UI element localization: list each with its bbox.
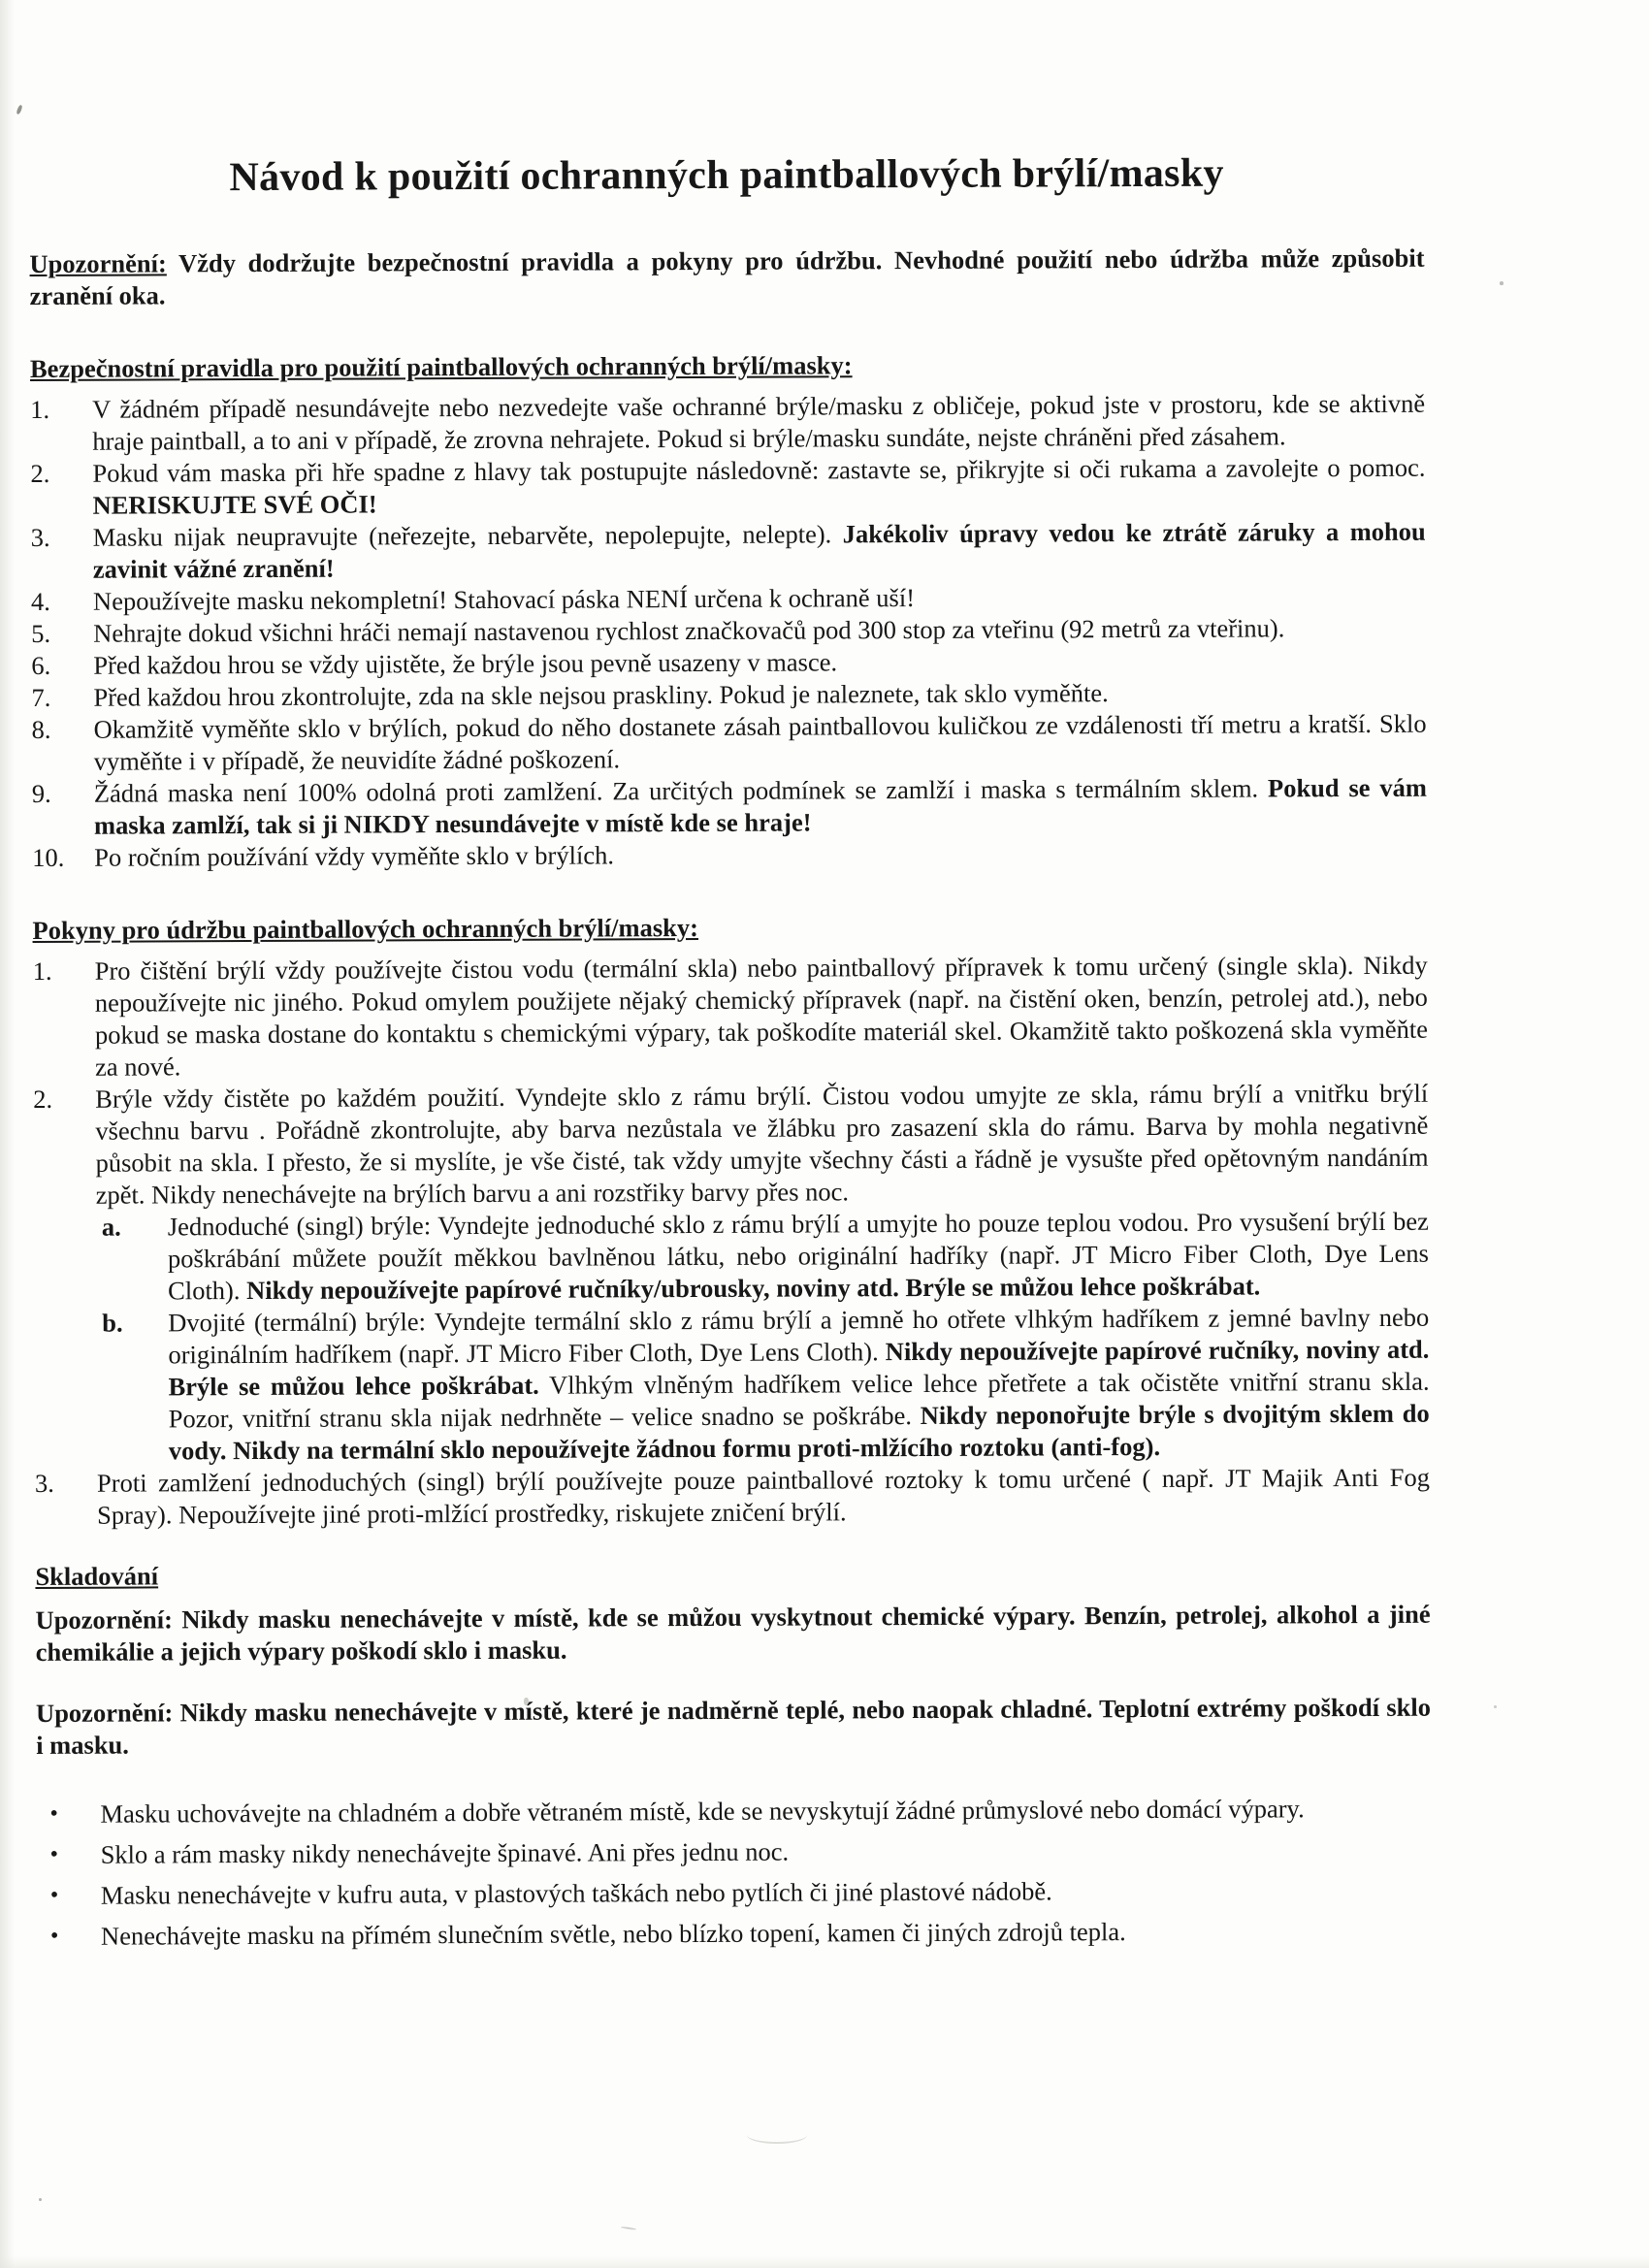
list-marker: b. xyxy=(102,1308,123,1338)
list-item-text: Sklo a rám masky nikdy nenechávejte špinavé. Ani přes jednu noc. xyxy=(100,1836,790,1869)
list-item-text: Dvojité (termální) brýle: Vyndejte termální sklo z rámu brýlí a jemně ho otřete vlhkým hadříkem z jemné bavlny nebo originálním hadříkem (např. JT Micro Fiber Cloth, Dye Lens Cloth). Nikdy nepoužívejte papírové ručníky, noviny atd. Brýle se můžou lehce poškrábat. Vlhkým vlněným hadříkem velice lehce přetřete a tak očistěte vnitřní stranu skla. Pozor, vnitřní stranu skla nijak nedrhněte – velice snadno se poškrábe. Nikdy neponořujte brýle s dvojitým sklem do vody. Nikdy na termální sklo nepoužívejte žádnou formu proti-mlžícího roztoku (anti-fog). xyxy=(168,1302,1430,1466)
document-content xyxy=(29,147,1432,1961)
list-marker: 8. xyxy=(31,714,51,744)
bullet-icon: • xyxy=(49,1800,58,1827)
list-item xyxy=(32,772,1427,842)
bullet-list-item xyxy=(36,1793,1431,1831)
list-item-text: Brýle vždy čistěte po každém použití. Vyndejte sklo z rámu brýlí. Čistou vodou umyjte ze skla, rámu brýlí a vnitřku brýlí všechnu barvu . Pořádně zkontrolujte, aby barva nezůstala ve žlábku pro zasazení skla do rámu. Barva by mohla negativně působit na skla. I přesto, že si myslíte, je vše čisté, tak vždy umyjte všechny části a řádně je vysušte před opětovným nandáním zpět. Nikdy nenechávejte na brýlích barvu a ani rozstřiky barvy přes noc. xyxy=(95,1078,1429,1210)
list-marker: 2. xyxy=(30,458,50,488)
list-marker: 3. xyxy=(30,522,50,552)
scan-crease-mark xyxy=(747,2126,807,2144)
list-item-text: Pokud vám maska při hře spadne z hlavy tak postupujte následovně: zastavte se, přikryjte si oči rukama a zavolejte o pomoc. NERISKUJTE SVÉ OČI! xyxy=(92,452,1426,520)
list-item xyxy=(32,836,1427,874)
list-marker: 1. xyxy=(30,394,50,424)
list-item-text: Po ročním používání vždy vyměňte sklo v brýlích. xyxy=(94,840,615,872)
list-item-text: Žádná maska není 100% odolná proti zamlžení. Za určitých podmínek se zamlží i maska s termálním sklem. Pokud se vám maska zamlží, tak si ji NIKDY nesundávejte v místě kde se hraje! xyxy=(93,772,1427,840)
list-marker: 1. xyxy=(32,956,52,986)
list-item-text: Před každou hrou zkontrolujte, zda na skle nejsou praskliny. Pokud je naleznete, tak sklo vyměňte. xyxy=(93,678,1109,712)
scan-speck xyxy=(1494,1705,1497,1708)
list-marker: 6. xyxy=(31,650,51,680)
scan-speck xyxy=(1500,281,1504,285)
list-marker: 3. xyxy=(34,1468,54,1498)
bullet-list-item xyxy=(37,1874,1432,1912)
intro-warning-paragraph: Upozornění: Vždy dodržujte bezpečnostní pravidla a pokyny pro údržbu. Nevhodné použití nebo údržba může způsobit zranění oka. xyxy=(29,243,1425,310)
scan-edge-shadow-left xyxy=(0,0,15,2268)
sub-list-item xyxy=(102,1206,1429,1308)
list-marker: 2. xyxy=(33,1084,53,1114)
list-item xyxy=(32,708,1427,778)
bullet-icon: • xyxy=(49,1882,59,1908)
list-item-text: Jednoduché (singl) brýle: Vyndejte jednoduché sklo z rámu brýlí a umyjte ho pouze teplou vodou. Pro vysušení brýlí bez poškrábání můžete použít měkkou bavlněnou látku, nebo originální hadříky (např. JT Micro Fiber Cloth, Dye Lens Cloth). Nikdy nepoužívejte papírové ručníky/ubrousky, noviny atd. Brýle se můžou lehce poškrábat. xyxy=(167,1206,1430,1306)
storage-bullet-list xyxy=(36,1793,1432,1953)
scan-speck xyxy=(621,2226,636,2230)
section-heading-maintenance: Pokyny pro údržbu paintballových ochranných brýlí/masky: xyxy=(32,912,699,945)
list-marker: 7. xyxy=(31,682,51,712)
list-marker: 9. xyxy=(31,778,51,808)
bullet-icon: • xyxy=(49,1923,59,1949)
list-item-text: Nenechávejte masku na přímém slunečním světle, nebo blízko topení, kamen či jiných zdrojů tepla. xyxy=(100,1917,1126,1951)
bullet-icon: • xyxy=(49,1841,59,1867)
storage-warning-paragraph: Upozornění: Nikdy masku nenechávejte v místě, které je nadměrně teplé, nebo naopak chladné. Teplotní extrémy poškodí sklo i masku. xyxy=(35,1692,1432,1760)
maintenance-list xyxy=(33,950,1431,1532)
list-item-text: Nehrajte dokud všichni hráči nemají nastavenou rychlost značkovačů pod 300 stop za vteřinu (92 metrů za vteřinu). xyxy=(93,613,1285,648)
list-item-text: Pro čištění brýlí vždy používejte čistou vodu (termální skla) nebo paintballový přípravek k tomu určený (single skla). Nikdy nepoužívejte nic jiného. Pokud omylem použijete nějaký chemický přípravek (např. na čistění oken, benzín, petrolej atd.), nebo pokud se maska dostane do kontaktu s chemickými výpary, tak poškodíte materiál skel. Okamžitě takto poškozená skla vyměňte za nové. xyxy=(94,950,1429,1082)
list-item xyxy=(31,516,1426,586)
section-heading-safety-rules: Bezpečnostní pravidla pro použití paintballových ochranných brýlí/masky: xyxy=(29,350,853,383)
list-item xyxy=(30,388,1425,458)
list-item-text: Masku uchovávejte na chladném a dobře větraném místě, kde se nevyskytují žádné průmyslové nebo domácí výpary. xyxy=(100,1794,1305,1829)
sub-list-item xyxy=(102,1302,1430,1468)
scan-speck xyxy=(16,105,22,115)
bullet-list-item xyxy=(37,1833,1432,1871)
section-heading-storage: Skladování xyxy=(35,1561,159,1591)
list-item-text: Masku nenechávejte v kufru auta, v plastových taškách nebo pytlích či jiné plastové nádobě. xyxy=(100,1876,1052,1910)
document-title: Návod k použití ochranných paintballových brýlí/masky xyxy=(229,150,1224,201)
list-marker: 4. xyxy=(30,586,50,616)
list-item-text: Nepoužívejte masku nekompletní! Stahovací páska NENÍ určena k ochraně uší! xyxy=(92,583,916,616)
list-item-text: Proti zamlžení jednoduchých (singl) brýlí používejte pouze paintballové roztoky k tomu určené ( např. JT Majik Anti Fog Spray). Nepoužívejte jiné proti-mlžící prostředky, riskujete zničení brýlí. xyxy=(96,1462,1431,1530)
scan-speck xyxy=(39,2198,42,2201)
bullet-list-item xyxy=(37,1915,1432,1953)
list-item-text: Před každou hrou se vždy ujistěte, že brýle jsou pevně usazeny v masce. xyxy=(93,647,838,680)
list-item xyxy=(35,1462,1430,1532)
safety-rules-list xyxy=(30,388,1427,874)
list-item-text: Masku nijak neupravujte (neřezejte, nebarvěte, nepolepujte, nelepte). Jakékoliv úpravy vedou ke ztrátě záruky a mohou zavinit vážné zranění! xyxy=(92,516,1426,584)
list-item-text: V žádném případě nesundávejte nebo nezvedejte vaše ochranné brýle/masku z obličeje, pokud jste v prostoru, kde se aktivně hraje paintball, a to ani v případě, že zrovna nehrajete. Pokud si brýle/masku sundáte, nejste chráněni před zásahem. xyxy=(92,388,1426,456)
list-item-text: Okamžitě vyměňte sklo v brýlích, pokud do něho dostanete zásah paintballovou kuličkou ze vzdálenosti tří metru a kratší. Sklo vyměňte i v případě, že neuvidíte žádné poškození. xyxy=(93,708,1427,776)
list-marker: 10. xyxy=(32,842,65,872)
list-marker: a. xyxy=(101,1212,121,1242)
storage-warning-paragraph: Upozornění: Nikdy masku nenechávejte v místě, kde se můžou vyskytnout chemické výpary. Benzín, petrolej, alkohol a jiné chemikálie a jejich výpary poškodí sklo i masku. xyxy=(35,1599,1431,1667)
list-item xyxy=(33,1078,1429,1212)
list-item xyxy=(30,452,1425,522)
list-item xyxy=(33,950,1429,1084)
scan-edge-shadow-bottom xyxy=(0,2256,1649,2268)
list-marker: 5. xyxy=(31,618,51,648)
